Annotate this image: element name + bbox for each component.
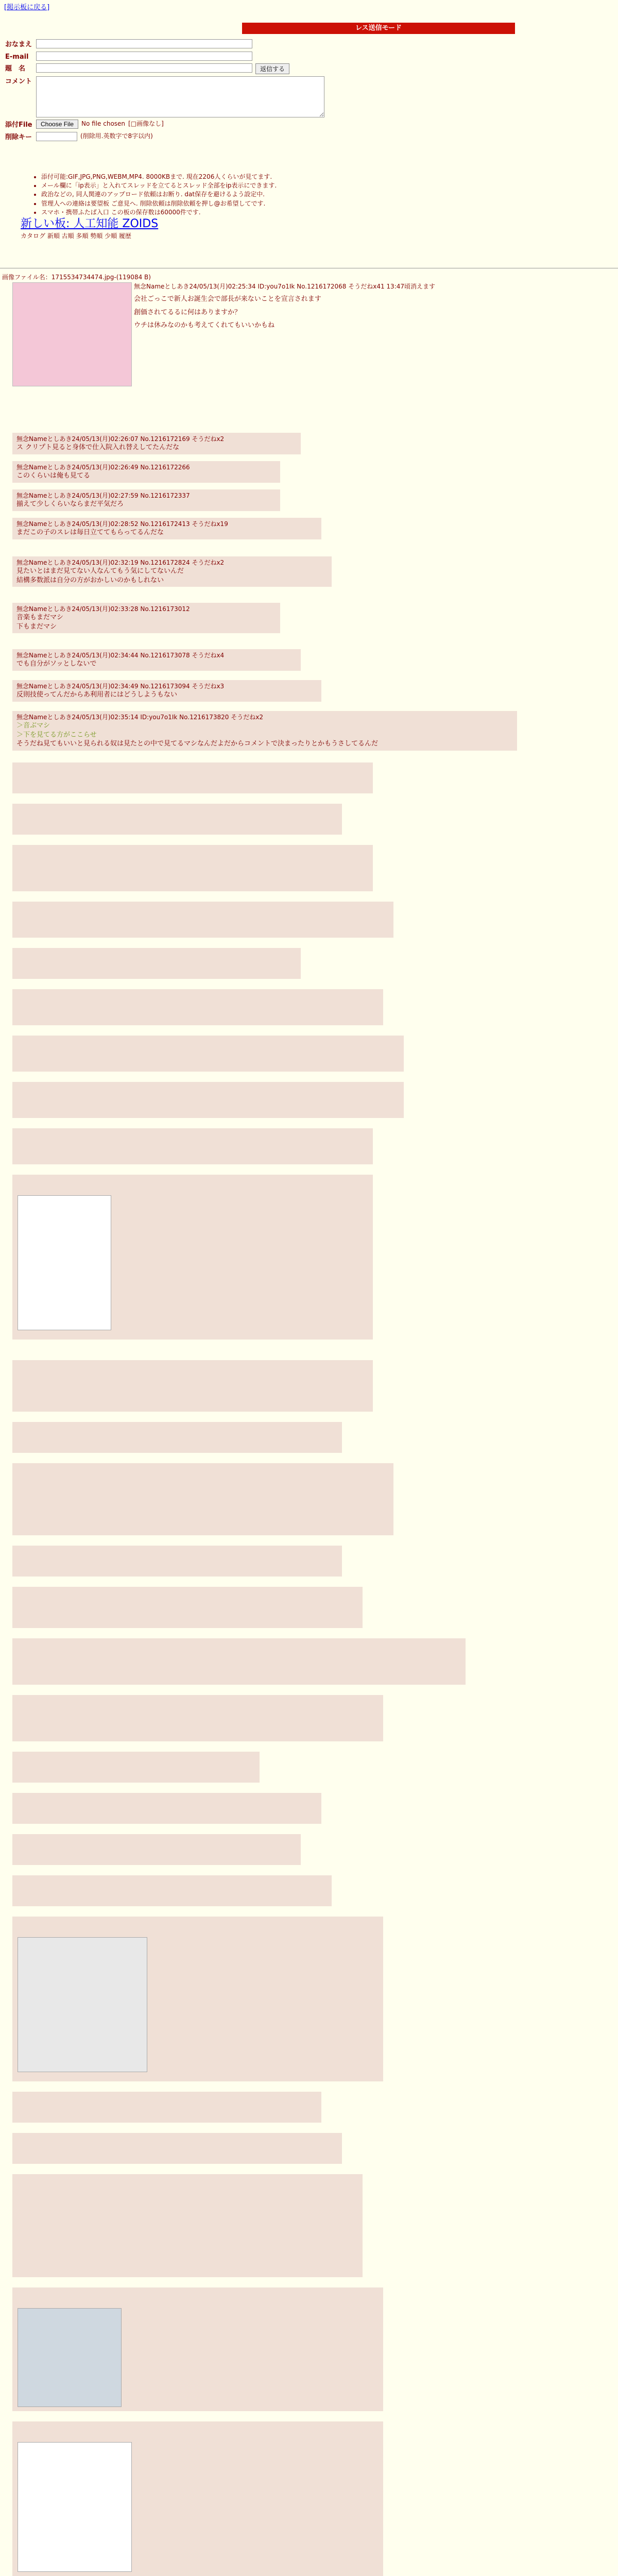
reply-text: 音楽もまだマシ (16, 614, 64, 622)
catalog-links[interactable]: カタログ 新順 古順 多順 勢順 少順 履歴 (21, 232, 131, 240)
reply-text: ス クリプト見ると身体で仕入院入れ替えしてたんだな (16, 444, 180, 452)
reply-post (12, 518, 321, 539)
reply-text: 反則技使ってんだからあ利用者にはどうしようもない (16, 691, 178, 699)
reply-post (12, 804, 342, 835)
reply-post (12, 2092, 321, 2123)
comment-textarea[interactable] (36, 76, 324, 117)
reply-text: このくらいは俺も見てる (16, 472, 91, 480)
reply-form (5, 39, 386, 144)
reply-post (12, 1695, 383, 1741)
reply-quote: ＞下を見てる方がここらせ (16, 731, 97, 739)
reply-post (12, 2287, 383, 2411)
reply-header: 無念Nameとしあき24/05/13(月)02:34:44 No.1216173078 そうだねx4 (16, 652, 225, 659)
rule-item: • 管理人への連絡は要望板 ご意見へ. 削除依頼は削除依頼を押し@お希望してです. (41, 199, 402, 208)
reply-post (12, 1917, 383, 2081)
reply-post (12, 2174, 363, 2277)
reply-post (12, 1175, 373, 1340)
reply-header: 無念Nameとしあき24/05/13(月)02:33:28 No.1216173012 (16, 605, 190, 613)
reply-header: 無念Nameとしあき24/05/13(月)02:28:52 No.1216172413 そうだねx19 (16, 520, 228, 528)
reply-post (12, 1752, 260, 1783)
delete-key-label: 削除キー (5, 133, 32, 141)
reply-text: まだこの子のスレは毎日立ててもらってるんだな (16, 529, 164, 537)
submit-button[interactable]: 返信する (255, 63, 289, 74)
thread-thumbnail[interactable] (12, 282, 132, 386)
subject-label: 題 名 (5, 65, 26, 73)
file-status: No file chosen (81, 120, 126, 128)
rule-item: • 政治などの, 同人関連のアップロード依頼はお断り. dat保存を避けるよう設定中. (41, 190, 402, 198)
op-line: ウチは休みなのかも考えてくれてもいいかもね (134, 321, 275, 330)
reply-post (12, 1422, 342, 1453)
reply-post (12, 1463, 393, 1535)
reply-post (12, 2133, 342, 2164)
op-line: 会社ごっこで新人お誕生会で部長が来ないことを宣言されます (134, 295, 321, 303)
subject-input[interactable] (36, 63, 252, 73)
new-board-banner (21, 216, 381, 240)
reply-quote: ＞音ぶマシ (16, 722, 50, 730)
reply-post (12, 2421, 383, 2576)
rule-item: • メール欄に「ip表示」と入れてスレッドを立てるとスレッド全部をip表示にできます. (41, 181, 402, 190)
reply-post (12, 1036, 404, 1072)
reply-post (12, 489, 280, 511)
reply-text: 見たいとはまだ見てない人なんてもう気にしてないんだ (16, 567, 184, 575)
name-label: おなまえ (5, 41, 32, 48)
email-label: E-mail (5, 53, 29, 61)
reply-post (12, 762, 373, 793)
thread-image-filename[interactable]: 画像ファイル名：1715534734474.jpg-(119084 B) (2, 274, 151, 281)
delete-key-input[interactable] (36, 132, 77, 141)
reply-header: 無念Nameとしあき24/05/13(月)02:35:14 ID:you7o1Ik No.1216173820 そうだねx2 (16, 714, 263, 721)
reply-header: 無念Nameとしあき24/05/13(月)02:27:59 No.1216172337 (16, 492, 190, 499)
reply-header: 無念Nameとしあき24/05/13(月)02:26:07 No.1216172169 そうだねx2 (16, 435, 225, 443)
reply-post (12, 1793, 321, 1824)
reply-post (12, 649, 301, 671)
op-post (134, 282, 536, 330)
reply-header: 無念Nameとしあき24/05/13(月)02:34:49 No.1216173094 そうだねx3 (16, 683, 225, 690)
reply-header: 無念Nameとしあき24/05/13(月)02:26:49 No.1216172266 (16, 464, 190, 471)
reply-post (12, 603, 280, 633)
reply-post (12, 680, 321, 702)
delete-key-note: (削除用.英数字で8字以内) (80, 132, 153, 140)
reply-post (12, 989, 383, 1025)
new-board-link[interactable]: 新しい板: 人工知能 ZOIDS (21, 217, 159, 230)
reply-post (12, 1128, 373, 1164)
reply-image[interactable] (18, 2308, 122, 2407)
reply-post (12, 1875, 332, 1906)
reply-post (12, 461, 280, 483)
reply-post (12, 711, 517, 751)
reply-post (12, 902, 393, 938)
name-input[interactable] (36, 39, 252, 48)
email-input[interactable] (36, 52, 252, 61)
reply-post (12, 1587, 363, 1628)
reply-post (12, 1638, 466, 1685)
reply-post (12, 845, 373, 891)
reply-text: 下もまだマシ (16, 622, 57, 631)
reply-text: 結構多数派は自分の方がおかしいのかもしれない (16, 576, 164, 584)
reply-image[interactable] (18, 2442, 132, 2572)
op-line: 創価されてるるに何はありますか？ (134, 308, 242, 316)
reply-image[interactable] (18, 1195, 111, 1330)
reply-post (12, 1082, 404, 1118)
op-header: 無念Nameとしあき24/05/13(月)02:25:34 ID:you7o1Ik No.1216172068 そうだねx41 13:47頃消えます (134, 283, 436, 290)
back-to-board-link[interactable]: [掲示板に戻る] (4, 4, 50, 11)
rule-item: • 添付可能:GIF,JPG,PNG,WEBM,MP4. 8000KBまで. 現在2206人くらいが見てます. (41, 173, 402, 181)
reply-post (12, 1834, 301, 1865)
reply-post (12, 433, 301, 454)
reply-text: 揃えて少しくらいならまだ平気だろ (16, 500, 124, 509)
no-image-checkbox[interactable]: [□画像なし] (128, 120, 164, 128)
reply-post (12, 948, 301, 979)
reply-post (12, 1360, 373, 1412)
reply-text: そうだね見てもいいと見られる奴は見たとの中で見てるマシなんだよだからコメントで決まったりとかもうさしてるんだ (16, 740, 379, 748)
reply-image[interactable] (18, 1937, 147, 2072)
comment-label: コメント (5, 78, 32, 86)
reply-header: 無念Nameとしあき24/05/13(月)02:32:19 No.1216172824 そうだねx2 (16, 559, 225, 566)
reply-text: でも自分がソッとしないで (16, 660, 97, 668)
reply-post (12, 1546, 342, 1577)
board-rules (21, 172, 402, 217)
file-label: 添付File (5, 121, 32, 129)
choose-file-button[interactable]: Choose File (36, 120, 78, 129)
page-title: レス送信モード (242, 23, 515, 34)
rule-item: • スマホ・携帯ふたば入口 この板の保存数は60000件です. (41, 208, 402, 216)
reply-post (12, 556, 332, 587)
